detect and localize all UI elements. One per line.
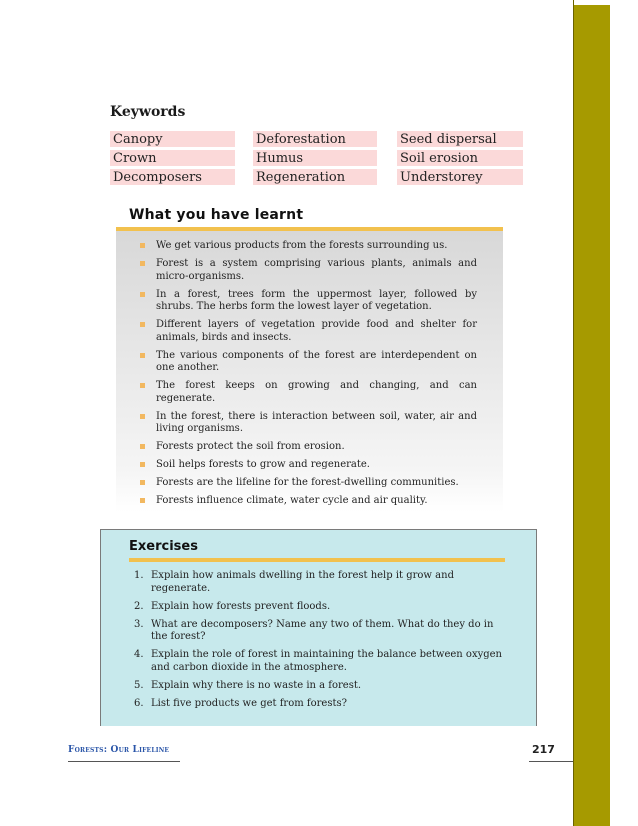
chapter-side-tab <box>574 5 610 826</box>
keyword: Deforestation <box>253 131 377 148</box>
list-item: Soil helps forests to grow and regenerate. <box>156 459 477 472</box>
square-bullet-icon <box>140 243 145 248</box>
keyword: Soil erosion <box>397 150 523 167</box>
keyword: Understorey <box>397 169 523 186</box>
exercises-box <box>100 529 537 726</box>
keyword: Canopy <box>110 131 235 148</box>
learnt-heading: What you have learnt <box>129 207 304 223</box>
page-number: 217 <box>532 743 555 756</box>
keyword: Crown <box>110 150 235 167</box>
keyword: Seed dispersal <box>397 131 523 148</box>
list-item: Forests influence climate, water cycle and air quality. <box>156 495 477 508</box>
exercise-item: 2. Explain how forests prevent floods. <box>134 600 331 612</box>
square-bullet-icon <box>140 322 145 327</box>
list-item: In the forest, there is interaction between soil, water, air and living organisms. <box>156 411 477 436</box>
exercise-item: 5. Explain why there is no waste in a forest. <box>134 679 362 691</box>
keywords-column-1 <box>110 131 235 188</box>
footer-chapter-title: Forests: Our Lifeline <box>68 745 170 755</box>
keyword: Humus <box>253 150 377 167</box>
square-bullet-icon <box>140 480 145 485</box>
keywords-heading: Keywords <box>110 104 186 120</box>
keywords-column-2 <box>253 131 377 188</box>
exercise-item: 3. What are decomposers? Name any two of them. What do they do in the forest? <box>134 618 494 642</box>
exercise-item: 6. List five products we get from forests? <box>134 697 347 709</box>
list-item: Forests are the lifeline for the forest-dwelling communities. <box>156 477 477 490</box>
square-bullet-icon <box>140 414 145 419</box>
list-item: Forests protect the soil from erosion. <box>156 441 477 454</box>
keywords-column-3 <box>397 131 523 188</box>
list-item: Forest is a system comprising various plants, animals and micro-organisms. <box>156 258 477 283</box>
list-item: We get various products from the forests surrounding us. <box>156 240 477 253</box>
square-bullet-icon <box>140 353 145 358</box>
learnt-summary-box <box>116 227 503 512</box>
square-bullet-icon <box>140 462 145 467</box>
list-item: The forest keeps on growing and changing, and can regenerate. <box>156 380 477 405</box>
list-item: The various components of the forest are interdependent on one another. <box>156 350 477 375</box>
square-bullet-icon <box>140 498 145 503</box>
list-item: Different layers of vegetation provide food and shelter for animals, birds and insects. <box>156 319 477 344</box>
square-bullet-icon <box>140 261 145 266</box>
keyword: Decomposers <box>110 169 235 186</box>
square-bullet-icon <box>140 383 145 388</box>
square-bullet-icon <box>140 444 145 449</box>
list-item: In a forest, trees form the uppermost layer, followed by shrubs. The herbs form the lowest layer of vegetation. <box>156 289 477 314</box>
exercises-heading: Exercises <box>129 539 198 554</box>
exercises-divider <box>129 558 505 562</box>
exercise-item: 4. Explain the role of forest in maintaining the balance between oxygen and carbon dioxide in the atmosphere. <box>134 649 502 673</box>
footer-right-rule <box>529 761 573 762</box>
learnt-list <box>116 231 503 508</box>
exercise-item: 1. Explain how animals dwelling in the forest help it grow and regenerate. <box>134 570 454 594</box>
square-bullet-icon <box>140 292 145 297</box>
footer-left-rule <box>68 761 180 762</box>
keyword: Regeneration <box>253 169 377 186</box>
exercises-list <box>134 570 506 716</box>
